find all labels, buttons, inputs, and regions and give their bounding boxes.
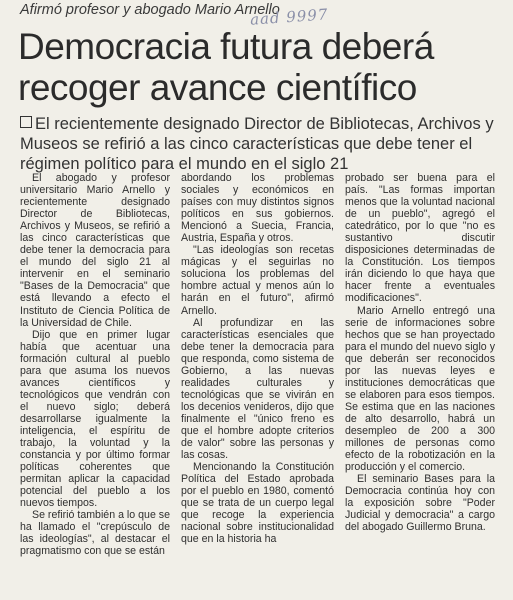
handwritten-archive-note: aad 9997 xyxy=(249,5,329,29)
lead-paragraph xyxy=(20,114,498,174)
lead-text: El recientemente designado Director de Bibliotecas, Archivos y Museos se refirió a las cinco características que debe tener el régimen político para el mundo en el siglo 21 xyxy=(20,115,494,173)
paragraph: Al profundizar en las características esenciales que debe tener la democracia para que responda, como sistema de Gobierno, a las nuevas realidades culturales y tecnológicas que se vivirán en los decenios venideros, dijo que finalmente el "único freno es que el hombre adopte criterios de valor" sobre las personas y las cosas. xyxy=(181,316,334,462)
paragraph: El abogado y profesor universitario Mario Arnello y recientemente designado Director de Bibliotecas, Archivos y Museos, se refirió a las cinco características que debe tener la democracia para el mundo del siglo 21 al intervenir en el seminario "Bases de la Democracia" que está llevando a efecto el Instituto de Ciencia Política de la Universidad de Chile. xyxy=(20,172,170,329)
paragraph: Mario Arnello entregó una serie de informaciones sobre hechos que se han proyectado para el mundo del nuevo siglo y que deberán ser reconocidos por las nuevas leyes e instituciones democráticas que se elaboren para esos tiempos. Se estima que en las naciones de alto desarrollo, habrá un desempleo de 200 a 300 millones de personas como efecto de la robotización en la producción y el comercio. xyxy=(345,304,495,474)
paragraph: El seminario Bases para la Democracia continúa hoy con la exposición sobre "Poder Judicial y democracia" a cargo del abogado Guillermo Bruna. xyxy=(345,473,495,534)
headline-line-1: Democracia futura deberá xyxy=(18,26,434,67)
paragraph: Dijo que en primer lugar había que acentuar una formación cultural al pueblo para que asuma los nuevos avances científicos y tecnológicos que vendrán con el nuevo siglo; deberá desarrollarse igualmente la inteligencia, el espíritu de trabajo, la voluntad y la constancia y por último formar políticas coherentes que permitan aplicar la capacidad potencial del pueblo a los nuevos tiempos. xyxy=(20,328,170,510)
paragraph: Mencionando la Constitución Política del Estado aprobada por el pueblo en 1980, comentó que se trata de un cuerpo legal que recoge la experiencia nacional sobre institucionalidad que en la historia ha xyxy=(181,461,334,546)
headline xyxy=(18,26,508,108)
paragraph: "Las ideologías son recetas mágicas y el seguirlas no soluciona los problemas del hombre actual y menos aún lo harán en el futuro", afirmó Arnello. xyxy=(181,244,334,317)
paragraph: abordando los problemas sociales y económicos en países con muy distintos signos políticos en sus gobiernos. Mencionó a Suecia, Francia, Austria, España y otros. xyxy=(181,172,334,245)
headline-line-2: recoger avance científico xyxy=(18,67,417,108)
paragraph: probado ser buena para el país. "Las formas importan menos que la voluntad nacional de un pueblo", agregó el catedrático, por lo que "no es sustantivo discutir disposiciones determinadas de la Constitución. Los tiempos irán diciendo lo que haya que hacer frente a eventuales modificaciones". xyxy=(345,172,495,305)
square-bullet-icon xyxy=(20,116,32,128)
column-1 xyxy=(20,172,170,558)
column-2 xyxy=(181,172,334,545)
kicker: Afirmó profesor y abogado Mario Arnello xyxy=(20,2,280,18)
column-3 xyxy=(345,172,495,533)
paragraph: Se refirió también a lo que se ha llamado el "crepúsculo de las ideologías", al destacar el pragmatismo con que se están xyxy=(20,509,170,558)
